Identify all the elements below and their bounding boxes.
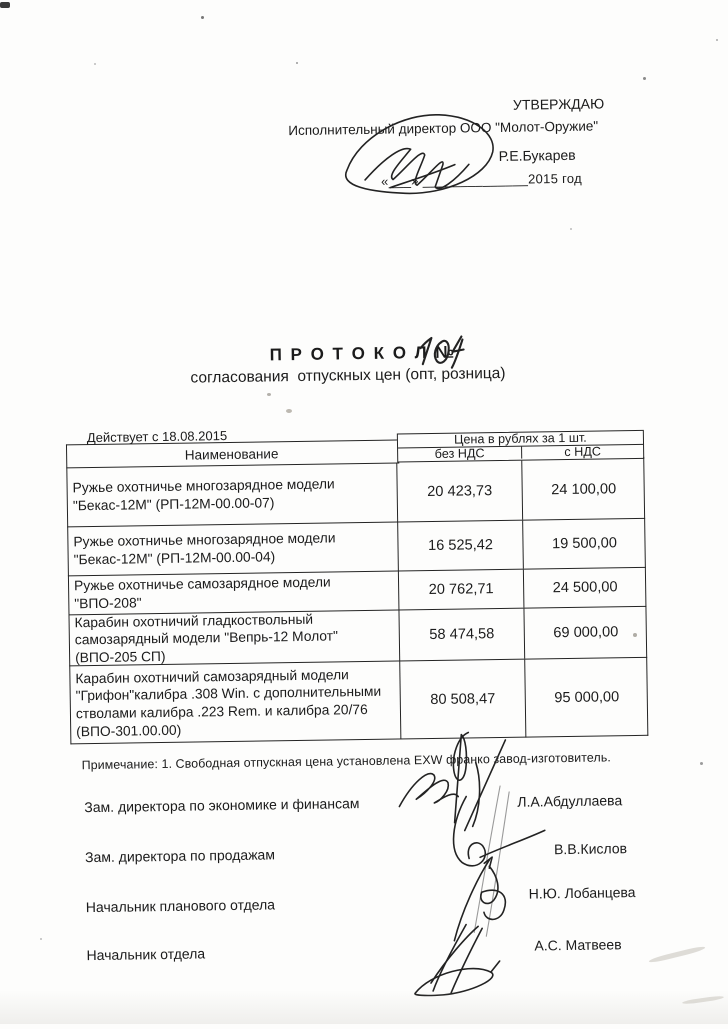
scan-speck bbox=[296, 62, 298, 64]
scan-speck bbox=[0, 2, 10, 8]
approve-word: УТВЕРЖДАЮ bbox=[512, 95, 605, 113]
product-name: Карабин охотничий гладкоствольный самозарядный модели "Вепрь-12 Молот" (ВПО-205 СП) bbox=[69, 610, 401, 665]
scan-speck bbox=[40, 938, 42, 940]
price-no-vat: 20 423,73 bbox=[397, 461, 523, 522]
scan-speck bbox=[633, 633, 637, 637]
column-header-name: Наименование bbox=[184, 445, 279, 463]
signer-position: Начальник планового отдела bbox=[85, 896, 276, 916]
scan-speck bbox=[716, 39, 718, 41]
price-no-vat: 16 525,42 bbox=[398, 521, 524, 571]
signer-name: Н.Ю. Лобанцева bbox=[528, 884, 636, 902]
scan-speck bbox=[286, 409, 292, 413]
director-line: Исполнительный директор ООО "Молот-Оружие" bbox=[288, 118, 599, 139]
price-vat: 24 100,00 bbox=[551, 480, 617, 498]
product-name: Карабин охотничий самозарядный модели "Грифон"калибра .308 Win. с дополнительными стволами калибра .223 Rem. и калибра 20/76 (ВПО-301.00.00) bbox=[69, 661, 401, 744]
column-header-vat: с НДС bbox=[564, 444, 601, 460]
price-no-vat: 80 508,47 bbox=[400, 660, 526, 740]
table-row bbox=[67, 519, 646, 577]
product-name: Ружье охотничье самозарядное модели "ВПО-208" bbox=[68, 571, 400, 614]
price-vat: 69 000,00 bbox=[553, 624, 619, 642]
price-vat: 95 000,00 bbox=[554, 689, 620, 707]
director-signature-icon bbox=[332, 104, 511, 209]
scan-speck bbox=[267, 393, 271, 396]
table-row bbox=[66, 459, 645, 528]
table-row bbox=[69, 607, 648, 667]
protocol-title: П Р О Т О К О Л № bbox=[269, 342, 457, 365]
price-no-vat: 20 762,71 bbox=[399, 570, 525, 610]
signer-name: А.С. Матвеев bbox=[534, 936, 622, 954]
scan-speck bbox=[570, 228, 572, 230]
scan-speck bbox=[700, 762, 703, 765]
effective-date: Действует с 18.08.2015 bbox=[86, 428, 228, 446]
scan-bottom-shading bbox=[0, 990, 728, 1024]
price-no-vat: 58 474,58 bbox=[399, 609, 525, 661]
signatures-scrawl-icon bbox=[383, 709, 587, 1012]
price-header-group bbox=[397, 430, 644, 463]
director-name: Р.Е.Букарев bbox=[498, 146, 576, 164]
scan-speck bbox=[643, 77, 646, 80]
scan-speck bbox=[94, 63, 96, 65]
column-header-no-vat: без НДС bbox=[398, 447, 522, 461]
signer-position: Начальник отдела bbox=[86, 945, 206, 964]
price-vat: 19 500,00 bbox=[551, 535, 618, 553]
product-name: Ружье охотничье многозарядное модели "Бекас-12М" (РП-12М-00.00-07) bbox=[66, 463, 398, 527]
note-line: Примечание: 1. Свободная отпускная цена установлена EXW франко завод-изготовитель. bbox=[81, 750, 611, 773]
price-group-header: Цена в рублях за 1 шт. bbox=[398, 431, 643, 449]
signer-position: Зам. директора по продажам bbox=[84, 846, 276, 866]
product-name: Ружье охотничье многозарядное модели "Бекас-12М" (РП-12М-00.00-04) bbox=[67, 522, 399, 575]
signer-name: В.В.Кислов bbox=[553, 840, 628, 858]
approval-date-line: «___» ______________2015 год bbox=[380, 170, 583, 189]
price-table bbox=[66, 430, 648, 745]
signer-position: Зам. директора по экономике и финансам bbox=[84, 795, 360, 816]
signer-name: Л.А.Абдуллаева bbox=[517, 792, 623, 810]
protocol-subtitle: согласования отпускных цен (опт, розница) bbox=[190, 364, 506, 387]
scan-speck bbox=[201, 16, 204, 19]
table-body bbox=[66, 459, 648, 745]
price-vat: 24 500,00 bbox=[552, 579, 618, 597]
